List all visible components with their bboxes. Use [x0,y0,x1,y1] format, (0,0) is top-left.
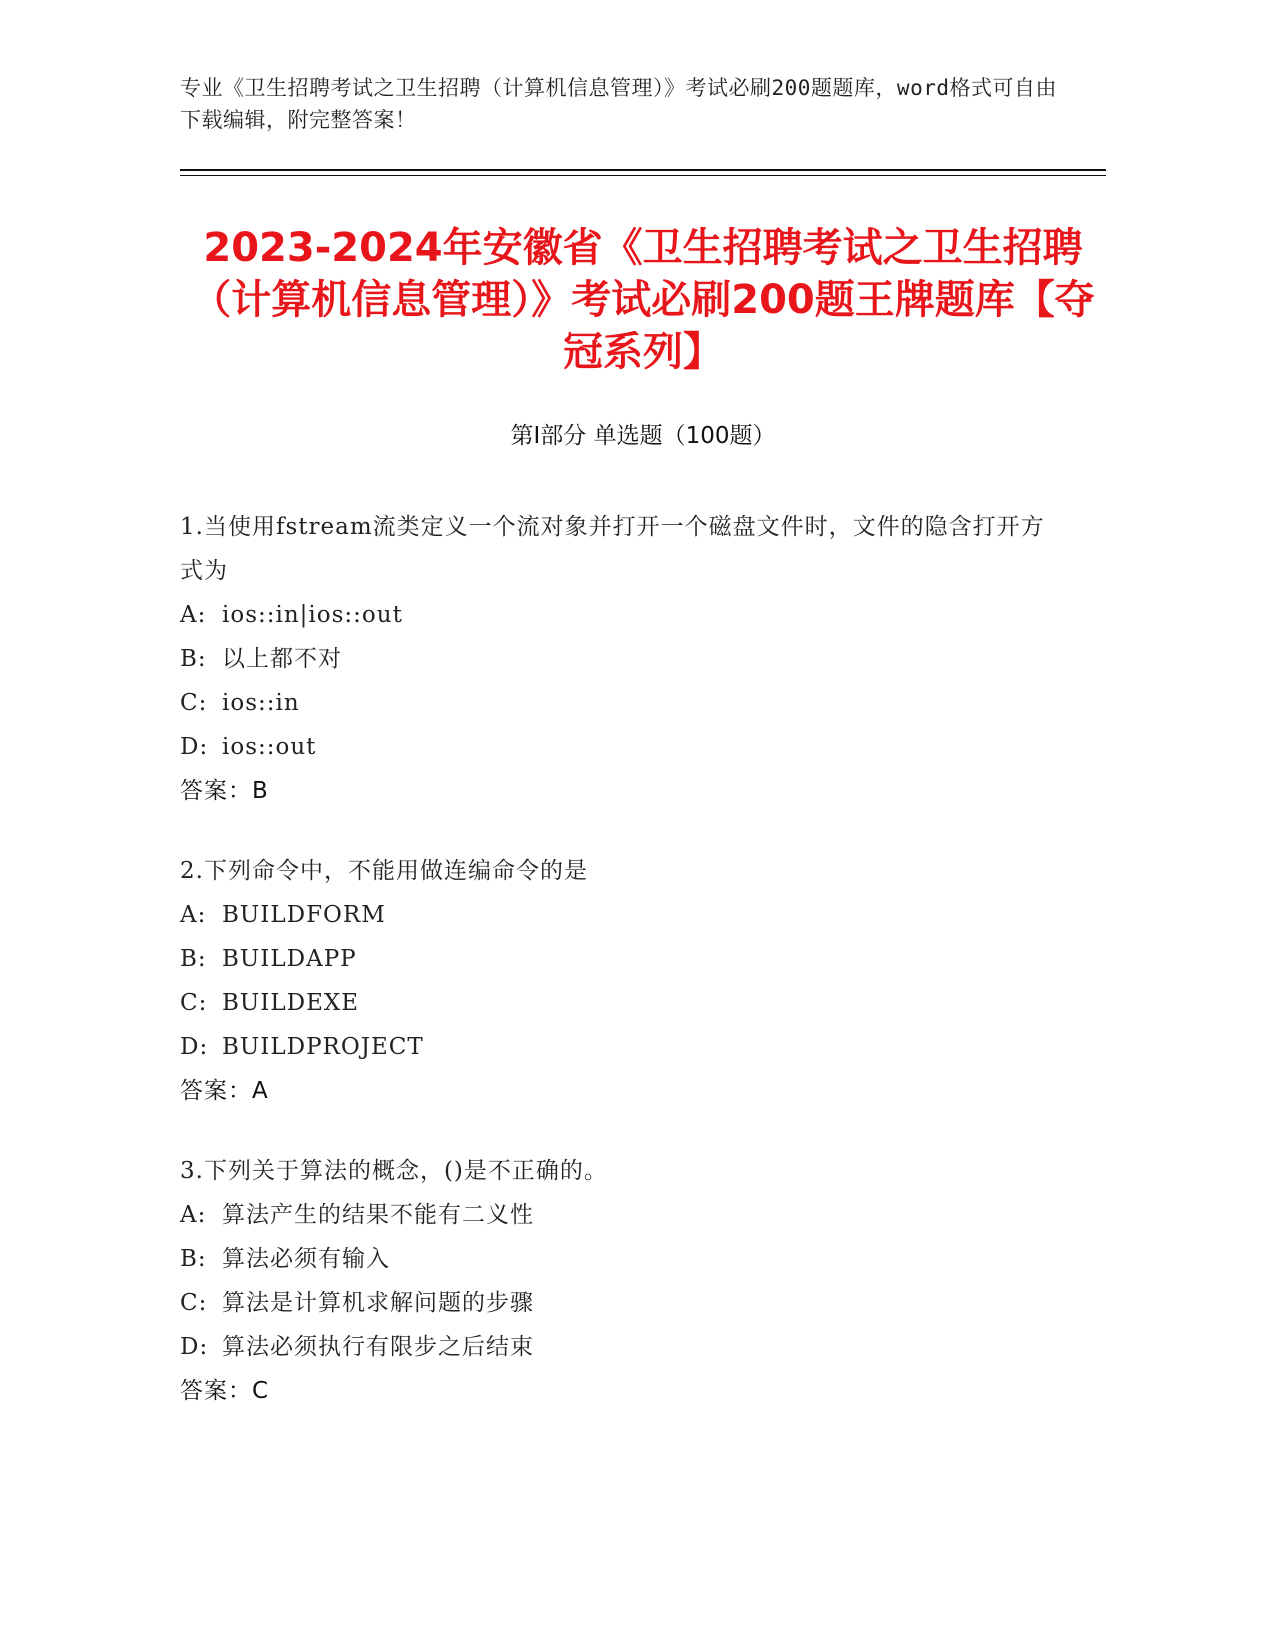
option-letter: B: [180,646,207,672]
option-text: BUILDPROJECT [222,1034,424,1060]
option-text: 算法产生的结果不能有二义性 [222,1202,534,1228]
document-title: 2023-2024年安徽省《卫生招聘考试之卫生招聘（计算机信息管理）》考试必刷200题王牌题库【夺冠系列】 [191,225,1095,375]
option-text: ios::out [222,734,317,760]
option-c [180,981,1060,1025]
answer-value: B [252,778,269,804]
question-2 [180,849,1060,1113]
option-text: ios::in [222,690,300,716]
option-a [180,893,1060,937]
option-letter: C: [180,990,208,1016]
option-text: 以上都不对 [222,646,342,672]
option-letter: D: [180,1334,209,1360]
answer-line [180,769,1060,813]
option-letter: A: [180,1202,207,1228]
option-b [180,1237,1060,1281]
question-1 [180,505,1060,813]
option-letter: B: [180,946,207,972]
option-text: BUILDEXE [222,990,360,1016]
answer-value: A [252,1078,269,1104]
option-d [180,725,1060,769]
option-c [180,1281,1060,1325]
answer-prefix: 答案： [180,1078,252,1104]
answer-prefix: 答案： [180,1378,252,1404]
option-a [180,1193,1060,1237]
option-c [180,681,1060,725]
question-list [180,505,1060,1449]
option-text: 算法是计算机求解问题的步骤 [222,1290,534,1316]
option-text: 算法必须执行有限步之后结束 [222,1334,534,1360]
question-text: 1.当使用fstream流类定义一个流对象并打开一个磁盘文件时，文件的隐含打开方式为 [180,514,1045,584]
option-letter: B: [180,1246,207,1272]
section-heading: 第Ⅰ部分 单选题（100题） [510,423,776,449]
header-note: 专业《卫生招聘考试之卫生招聘（计算机信息管理）》考试必刷200题题库，word格式可自由下载编辑，附完整答案！ [180,76,1057,132]
question-3 [180,1149,1060,1413]
option-text: BUILDAPP [222,946,357,972]
option-letter: A: [180,602,207,628]
option-d [180,1025,1060,1069]
option-text: ios::in|ios::out [222,602,403,628]
option-b [180,637,1060,681]
option-letter: A: [180,902,207,928]
header-rule-thin [180,175,1106,176]
option-a [180,593,1060,637]
question-text: 2.下列命令中，不能用做连编命令的是 [180,858,588,884]
answer-line [180,1069,1060,1113]
option-letter: C: [180,690,208,716]
answer-value: C [252,1378,270,1404]
answer-line [180,1369,1060,1413]
option-d [180,1325,1060,1369]
option-letter: D: [180,734,209,760]
option-text: 算法必须有输入 [222,1246,390,1272]
option-letter: C: [180,1290,208,1316]
option-b [180,937,1060,981]
option-letter: D: [180,1034,209,1060]
answer-prefix: 答案： [180,778,252,804]
option-text: BUILDFORM [222,902,386,928]
question-text: 3.下列关于算法的概念，()是不正确的。 [180,1158,608,1184]
header-rule-thick [180,169,1106,171]
